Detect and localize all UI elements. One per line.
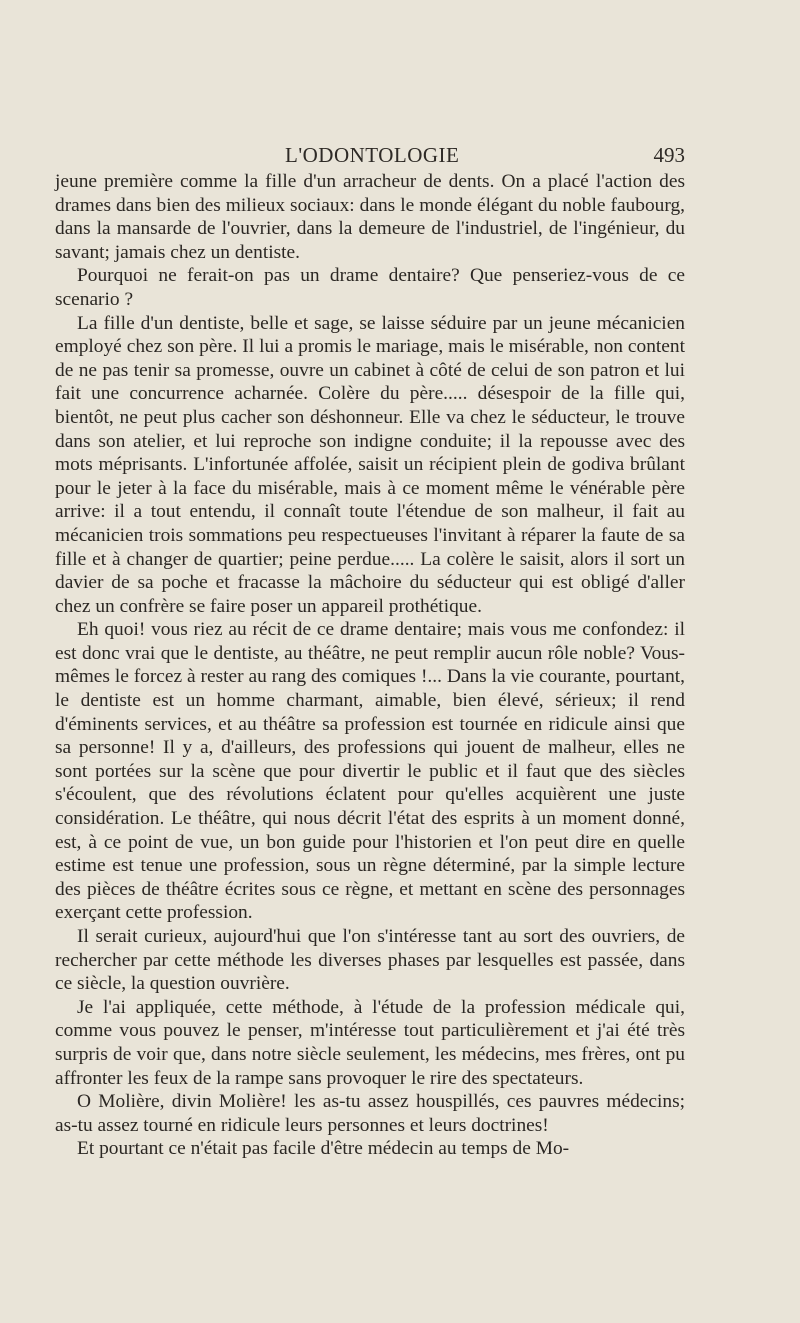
- paragraph: Je l'ai appliquée, cette méthode, à l'étude de la profession médicale qui, comme vous pouvez le penser, m'intéresse tout particulièrement et j'ai été très surpris de voir que, dans notre siècle seulement, les médecins, mes frères, ont pu affronter les feux de la rampe sans provoquer le rire des spectateurs.: [55, 996, 685, 1089]
- paragraph: O Molière, divin Molière! les as-tu assez houspillés, ces pauvres médecins; as-tu assez tourné en ridicule leurs personnes et leurs doctrines!: [55, 1091, 685, 1136]
- paragraph: Pourquoi ne ferait-on pas un drame dentaire? Que penseriez-vous de ce scenario ?: [55, 265, 685, 310]
- running-title: L'ODONTOLOGIE: [285, 143, 460, 167]
- page-number: 493: [653, 143, 685, 167]
- page-header: [55, 143, 685, 173]
- paragraph: Il serait curieux, aujourd'hui que l'on s'intéresse tant au sort des ouvriers, de rechercher par cette méthode les diverses phases par lesquelles est passée, dans ce siècle, la question ouvrière.: [55, 926, 685, 995]
- body-text: [55, 170, 685, 1161]
- paragraph: Et pourtant ce n'était pas facile d'être médecin au temps de Mo-: [77, 1138, 570, 1160]
- paragraph: Eh quoi! vous riez au récit de ce drame dentaire; mais vous me confondez: il est donc vrai que le dentiste, au théâtre, ne peut remplir aucun rôle noble? Vous-mêmes le forcez à rester au rang des comiques !... Dans la vie courante, pourtant, le dentiste est un homme charmant, aimable, bien élevé, sérieux; il rend d'éminents services, et au théâtre sa profession est tournée en ridicule ainsi que sa personne! Il y a, d'ailleurs, des professions qui jouent de malheur, elles ne sont portées sur la scène que pour divertir le public et il faut que des siècles s'écoulent, que des révolutions éclatent pour qu'elles acquièrent une juste considération. Le théâtre, qui nous décrit l'état des esprits à un moment donné, est, à ce point de vue, un bon guide pour l'historien et l'on peut dire en quelle estime est tenue une profession, sous un règne déterminé, par la simple lecture des pièces de théâtre écrites sous ce règne, et mettant en scène des personnages exerçant cette profession.: [55, 619, 685, 924]
- paragraph: La fille d'un dentiste, belle et sage, se laisse séduire par un jeune mécanicien employé chez son père. Il lui a promis le mariage, mais le misérable, non content de ne pas tenir sa promesse, ouvre un cabinet à côté de celui de son patron et lui fait une concurrence acharnée. Colère du père..... désespoir de la fille qui, bientôt, ne peut plus cacher son déshonneur. Elle va chez le séducteur, le trouve dans son atelier, et lui reproche son indigne conduite; il la repousse avec des mots méprisants. L'infortunée affolée, saisit un récipient plein de godiva brûlant pour le jeter à la face du misérable, mais à ce moment même le vénérable père arrive: il a tout entendu, il connaît toute l'étendue de son malheur, il fait au mécanicien trois sommations peu respectueuses l'invitant à réparer la faute de sa fille et à changer de quartier; peine perdue..... La colère le saisit, alors il sort un davier de sa poche et fracasse la mâchoire du séducteur qui est obligé d'aller chez un confrère se faire poser un appareil prothétique.: [55, 312, 685, 617]
- paragraph: jeune première comme la fille d'un arracheur de dents. On a placé l'action des drames dans bien des milieux sociaux: dans le monde élégant du noble faubourg, dans la mansarde de l'ouvrier, dans la demeure de l'industriel, de l'ingénieur, du savant; jamais chez un dentiste.: [55, 171, 685, 263]
